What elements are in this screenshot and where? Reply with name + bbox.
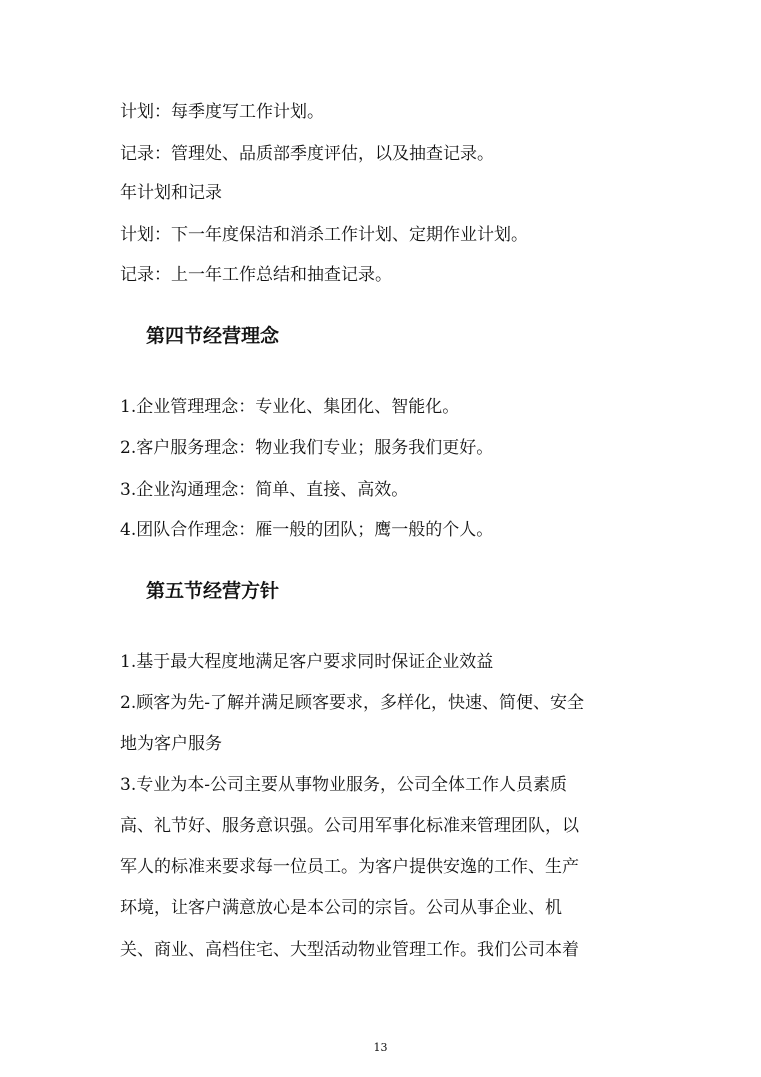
section4-item: 3.企业沟通理念：简单、直接、高效。 xyxy=(120,480,409,500)
record-annual-line: 记录：上一年工作总结和抽查记录。 xyxy=(120,265,392,285)
section5-heading: 第五节经营方针 xyxy=(146,580,280,602)
section5-line: 地为客户服务 xyxy=(120,734,222,754)
plan-quarterly-line: 计划：每季度写工作计划。 xyxy=(120,102,324,122)
section4-item: 4.团队合作理念：雁一般的团队；鹰一般的个人。 xyxy=(120,520,494,540)
annual-plan-subheading: 年计划和记录 xyxy=(120,183,222,203)
record-quarterly-line: 记录：管理处、品质部季度评估，以及抽查记录。 xyxy=(120,144,494,164)
section5-line: 高、礼节好、服务意识强。公司用军事化标准来管理团队，以 xyxy=(120,816,579,836)
section5-line: 2.顾客为先-了解并满足顾客要求，多样化，快速、简便、安全 xyxy=(120,693,584,713)
plan-annual-line: 计划：下一年度保洁和消杀工作计划、定期作业计划。 xyxy=(120,225,528,245)
page-number: 13 xyxy=(373,1041,388,1054)
section4-heading: 第四节经营理念 xyxy=(146,325,280,347)
section5-line: 1.基于最大程度地满足客户要求同时保证企业效益 xyxy=(120,652,494,672)
section5-line: 3.专业为本-公司主要从事物业服务，公司全体工作人员素质 xyxy=(120,775,567,795)
section4-item: 2.客户服务理念：物业我们专业；服务我们更好。 xyxy=(120,438,494,458)
section5-line: 关、商业、高档住宅、大型活动物业管理工作。我们公司本着 xyxy=(120,940,579,960)
section4-item: 1.企业管理理念：专业化、集团化、智能化。 xyxy=(120,397,460,417)
section5-line: 环境，让客户满意放心是本公司的宗旨。公司从事企业、机 xyxy=(120,898,562,918)
section5-line: 军人的标准来要求每一位员工。为客户提供安逸的工作、生产 xyxy=(120,857,579,877)
